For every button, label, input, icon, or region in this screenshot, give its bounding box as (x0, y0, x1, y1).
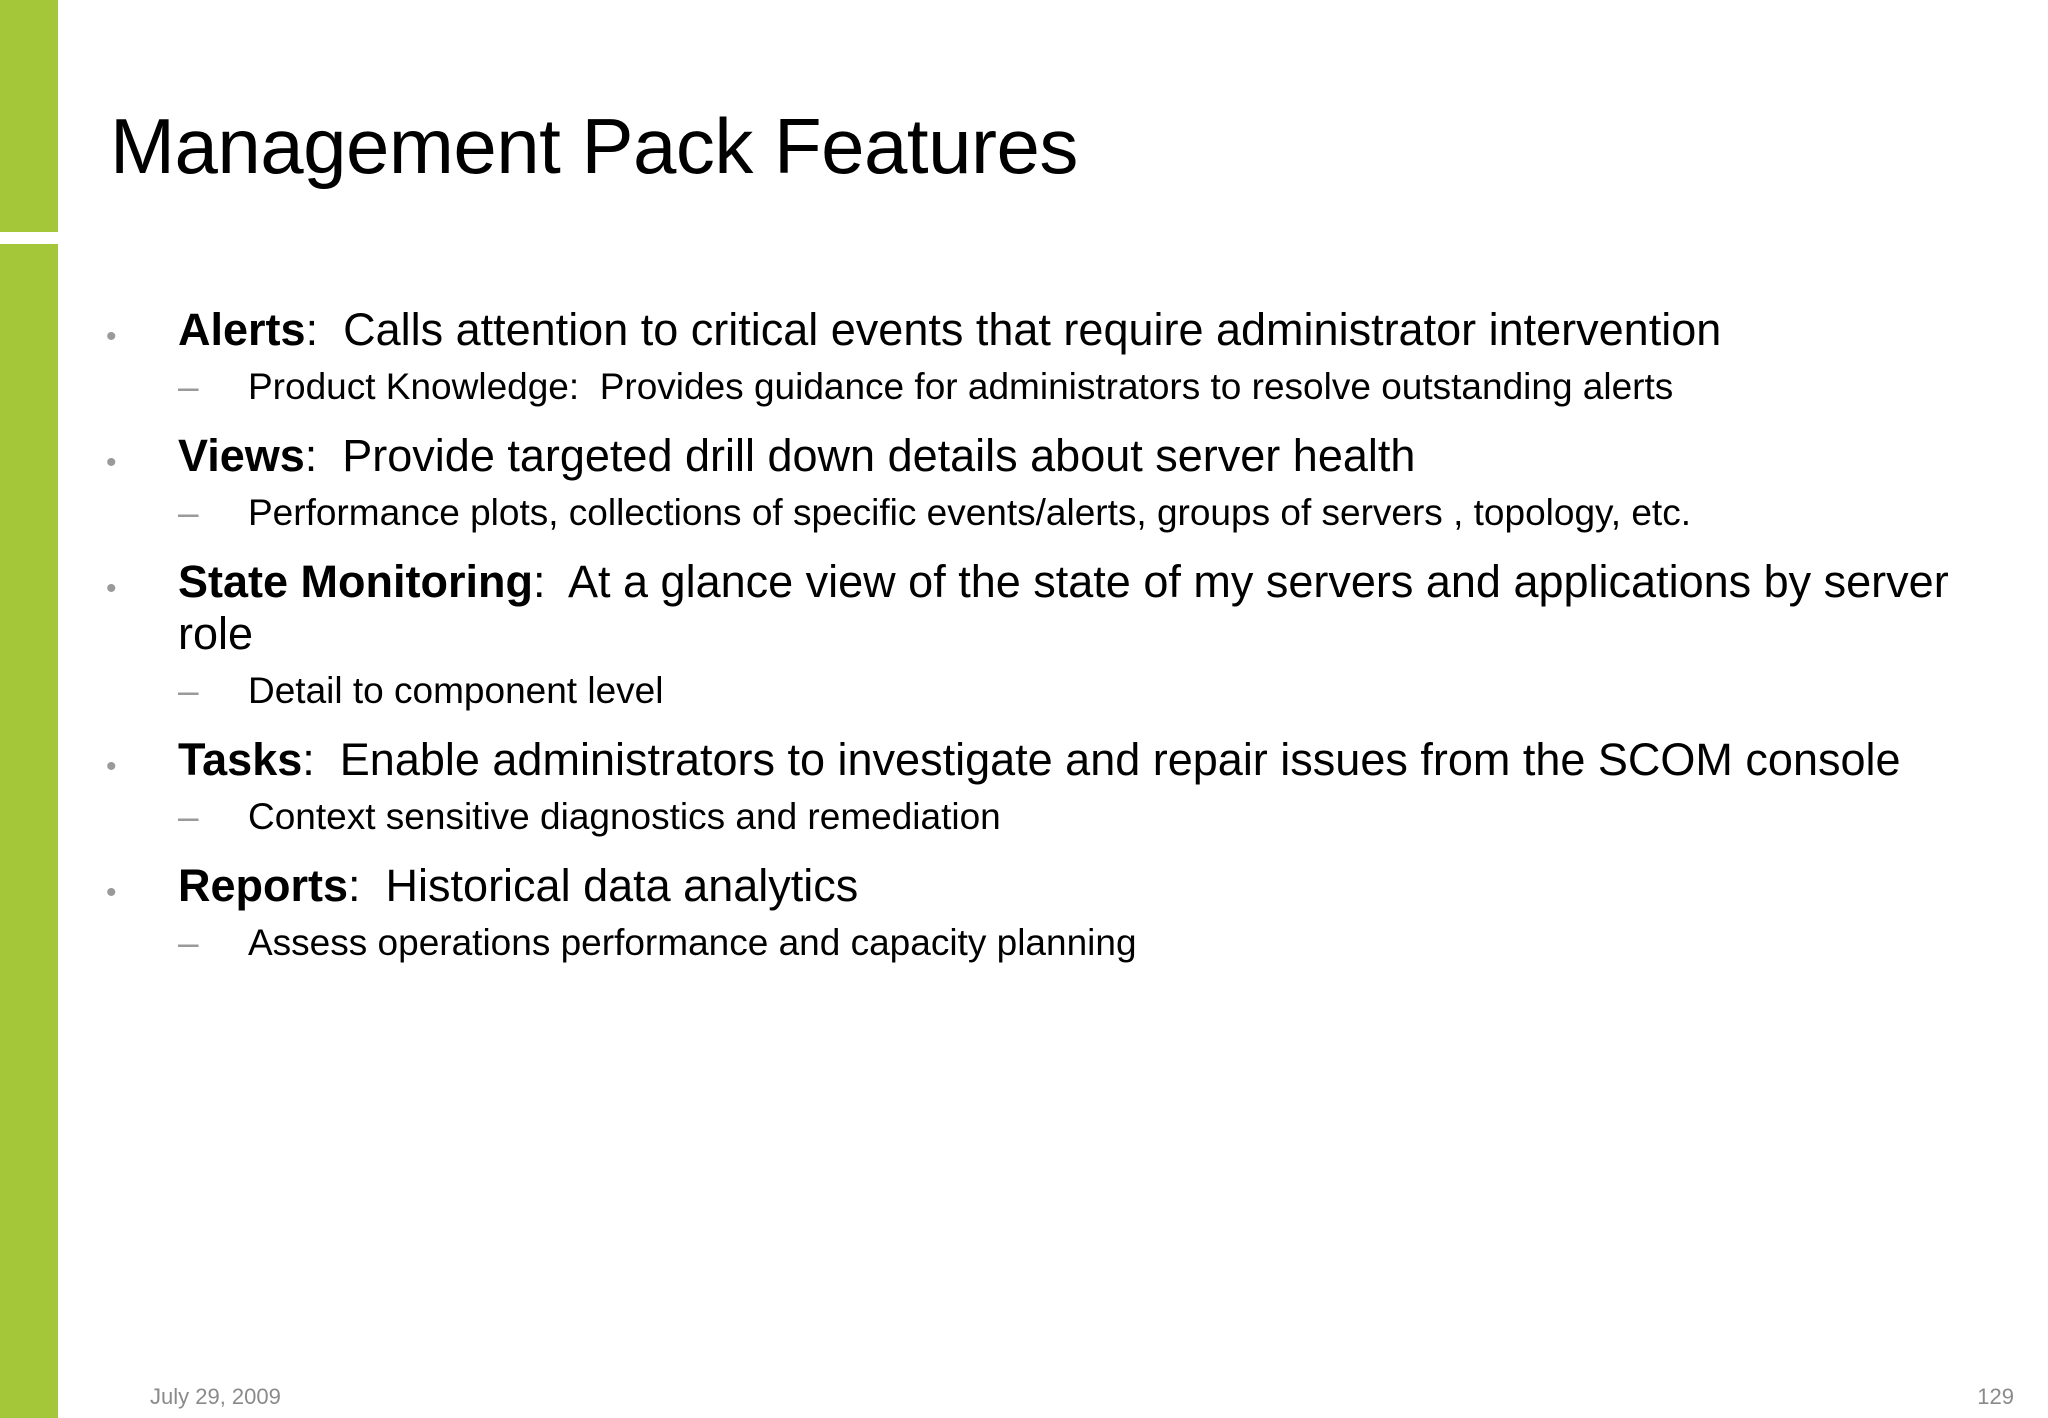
bullet-description: Historical data analytics (385, 860, 859, 911)
bullet-description: Enable administrators to investigate and repair issues from the SCOM console (339, 734, 1901, 785)
bullet-dot: • (106, 572, 117, 605)
accent-bar-bottom (0, 244, 58, 1418)
sub-text: Detail to component level (248, 670, 664, 711)
sub-dash: – (178, 922, 199, 963)
bullet-description: Calls attention to critical events that require administrator intervention (343, 304, 1722, 355)
bullet-text (178, 860, 1996, 912)
bullet-separator: : (304, 430, 343, 481)
bullet-text (178, 734, 1996, 786)
bullet-term: Tasks (178, 734, 303, 785)
sub-list (178, 666, 1996, 716)
bullet-term: Views (178, 430, 305, 481)
sub-item (178, 666, 1996, 716)
sub-item (178, 488, 1996, 538)
bullet-description: Provide targeted drill down details about server health (342, 430, 1416, 481)
bullet-list (106, 304, 1996, 986)
sub-text: Context sensitive diagnostics and remediation (248, 796, 1001, 837)
sub-dash: – (178, 492, 199, 533)
sub-list (178, 362, 1996, 412)
bullet-item-state-monitoring (106, 556, 1996, 716)
sub-text: Performance plots, collections of specific events/alerts, groups of servers , topology, etc. (248, 492, 1691, 533)
sub-dash: – (178, 670, 199, 711)
bullet-term: State Monitoring (178, 556, 533, 607)
bullet-item-tasks (106, 734, 1996, 842)
bullet-text (178, 304, 1996, 356)
slide-title: Management Pack Features (110, 102, 1078, 190)
sub-list (178, 792, 1996, 842)
bullet-dot: • (106, 876, 117, 909)
accent-bar-top (0, 0, 58, 232)
footer-page-number: 129 (1977, 1384, 2014, 1409)
sub-list (178, 488, 1996, 538)
bullet-text (178, 556, 1996, 660)
bullet-item-reports (106, 860, 1996, 968)
bullet-description: At a glance view of the state of my servers and applications by server role (178, 556, 1949, 659)
bullet-dot: • (106, 446, 117, 479)
footer-date: July 29, 2009 (150, 1384, 281, 1409)
sub-dash: – (178, 366, 199, 407)
sub-text: Product Knowledge: Provides guidance for administrators to resolve outstanding alerts (248, 366, 1674, 407)
bullet-separator: : (302, 734, 340, 785)
bullet-separator: : (532, 556, 568, 607)
sub-dash: – (178, 796, 199, 837)
bullet-dot: • (106, 320, 117, 353)
bullet-term: Reports (178, 860, 349, 911)
bullet-text (178, 430, 1996, 482)
bullet-separator: : (305, 304, 344, 355)
sub-item (178, 918, 1996, 968)
bullet-separator: : (348, 860, 386, 911)
bullet-item-alerts (106, 304, 1996, 412)
bullet-term: Alerts (178, 304, 306, 355)
bullet-item-views (106, 430, 1996, 538)
bullet-dot: • (106, 750, 117, 783)
sub-item (178, 792, 1996, 842)
sub-text: Assess operations performance and capacity planning (248, 922, 1137, 963)
sub-list (178, 918, 1996, 968)
sub-item (178, 362, 1996, 412)
